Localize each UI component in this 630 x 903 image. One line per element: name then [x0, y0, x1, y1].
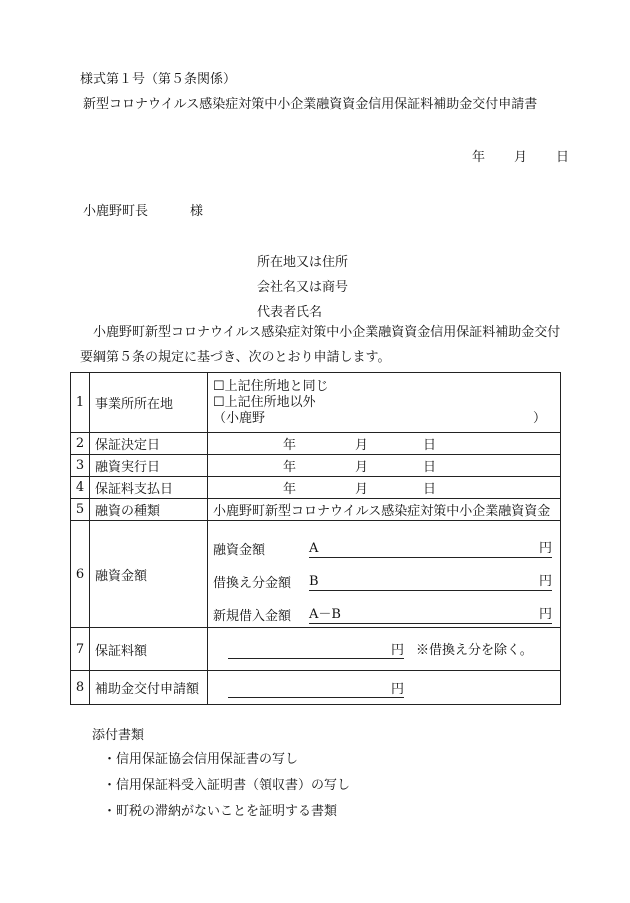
year-unit: 年 [283, 438, 297, 453]
addressee [83, 200, 203, 219]
date-day: 日 [556, 150, 570, 165]
row-number: 1 [71, 373, 90, 433]
new-borrowing-amount-field[interactable] [309, 607, 552, 624]
other-address-prefix: （小鹿野 [213, 410, 266, 426]
yen-unit: 円 [390, 643, 404, 658]
row-label: 保証決定日 [90, 433, 208, 455]
row-label: 事業所所在地 [90, 373, 208, 433]
business-location-cell [208, 373, 561, 433]
attachments-title: 添付書類 [92, 728, 145, 743]
yen-unit: 円 [538, 540, 552, 556]
refinance-amount-line [213, 558, 552, 591]
table-row [71, 499, 561, 521]
table-row [71, 433, 561, 455]
table-row [71, 521, 561, 628]
document-title: 新型コロナウイルス感染症対策中小企業融資資金信用保証料補助金交付申請書 [83, 97, 538, 112]
applicant-company-label: 会社名又は商号 [257, 280, 349, 295]
refinance-amount-field[interactable] [309, 574, 552, 591]
same-address-checkbox[interactable]: ☐上記住所地と同じ [213, 378, 329, 394]
applicant-representative-label: 代表者氏名 [257, 305, 323, 320]
amount-symbol: A [309, 540, 319, 556]
row-label: 保証料額 [90, 628, 208, 671]
date-month: 月 [514, 150, 528, 165]
attachment-item: ・町税の滞納がないことを証明する書類 [103, 804, 338, 819]
form-number: 様式第１号（第５条関係） [80, 72, 237, 87]
loan-amount-field[interactable] [309, 541, 552, 558]
subsidy-amount-cell [208, 671, 561, 705]
fee-note: ※借換え分を除く。 [416, 643, 533, 658]
amount-symbol: A－B [309, 606, 341, 622]
loan-execution-date-field[interactable] [208, 455, 561, 477]
guarantee-fee-cell [208, 628, 561, 671]
guarantee-date-field[interactable] [208, 433, 561, 455]
day-unit: 日 [423, 438, 437, 453]
row-label: 保証料支払日 [90, 477, 208, 499]
month-unit: 月 [355, 460, 369, 475]
row-number: 2 [71, 433, 90, 455]
yen-unit: 円 [538, 573, 552, 589]
row-label: 融資の種類 [90, 499, 208, 521]
subsidy-amount-field[interactable] [228, 678, 404, 698]
row-label: 補助金交付申請額 [90, 671, 208, 705]
table-row [71, 477, 561, 499]
row-number: 8 [71, 671, 90, 705]
amount-line-label: 融資金額 [213, 542, 266, 558]
application-statement: 小鹿野町新型コロナウイルス感染症対策中小企業融資資金信用保証料補助金交付要綱第５条の規定に基づき、次のとおり申請します。 [80, 325, 561, 365]
row-number: 5 [71, 499, 90, 521]
row-number: 3 [71, 455, 90, 477]
row-label: 融資金額 [90, 521, 208, 628]
row-number: 6 [71, 521, 90, 628]
other-address-suffix: ） [532, 410, 546, 426]
attachment-item: ・信用保証料受入証明書（領収書）の写し [103, 778, 351, 793]
application-form-table [70, 372, 561, 705]
addressee-name: 小鹿野町長 [83, 204, 149, 219]
table-row [71, 373, 561, 433]
other-address-checkbox[interactable]: ☐上記住所地以外 [213, 394, 316, 410]
date-year: 年 [472, 150, 486, 165]
year-unit: 年 [283, 460, 297, 475]
row-number: 7 [71, 628, 90, 671]
applicant-address-label: 所在地又は住所 [257, 255, 349, 270]
row-label: 融資実行日 [90, 455, 208, 477]
amount-symbol: B [309, 573, 319, 589]
addressee-honorific: 様 [190, 204, 204, 219]
month-unit: 月 [355, 482, 369, 497]
loan-amount-line [213, 525, 552, 558]
table-row [71, 671, 561, 705]
amount-line-label: 借換え分金額 [213, 575, 292, 591]
month-unit: 月 [355, 438, 369, 453]
loan-type-value: 小鹿野町新型コロナウイルス感染症対策中小企業融資資金 [208, 499, 561, 521]
table-row [71, 628, 561, 671]
loan-amount-cell [208, 521, 561, 628]
yen-unit: 円 [538, 606, 552, 622]
new-borrowing-amount-line [213, 591, 552, 624]
table-row [71, 455, 561, 477]
day-unit: 日 [423, 482, 437, 497]
other-address-field[interactable] [213, 411, 556, 427]
yen-unit: 円 [390, 681, 404, 697]
guarantee-fee-field[interactable] [228, 639, 404, 659]
year-unit: 年 [283, 482, 297, 497]
day-unit: 日 [423, 460, 437, 475]
attachment-item: ・信用保証協会信用保証書の写し [103, 752, 299, 767]
date-line [472, 146, 569, 165]
amount-line-label: 新規借入金額 [213, 608, 292, 624]
row-number: 4 [71, 477, 90, 499]
fee-payment-date-field[interactable] [208, 477, 561, 499]
